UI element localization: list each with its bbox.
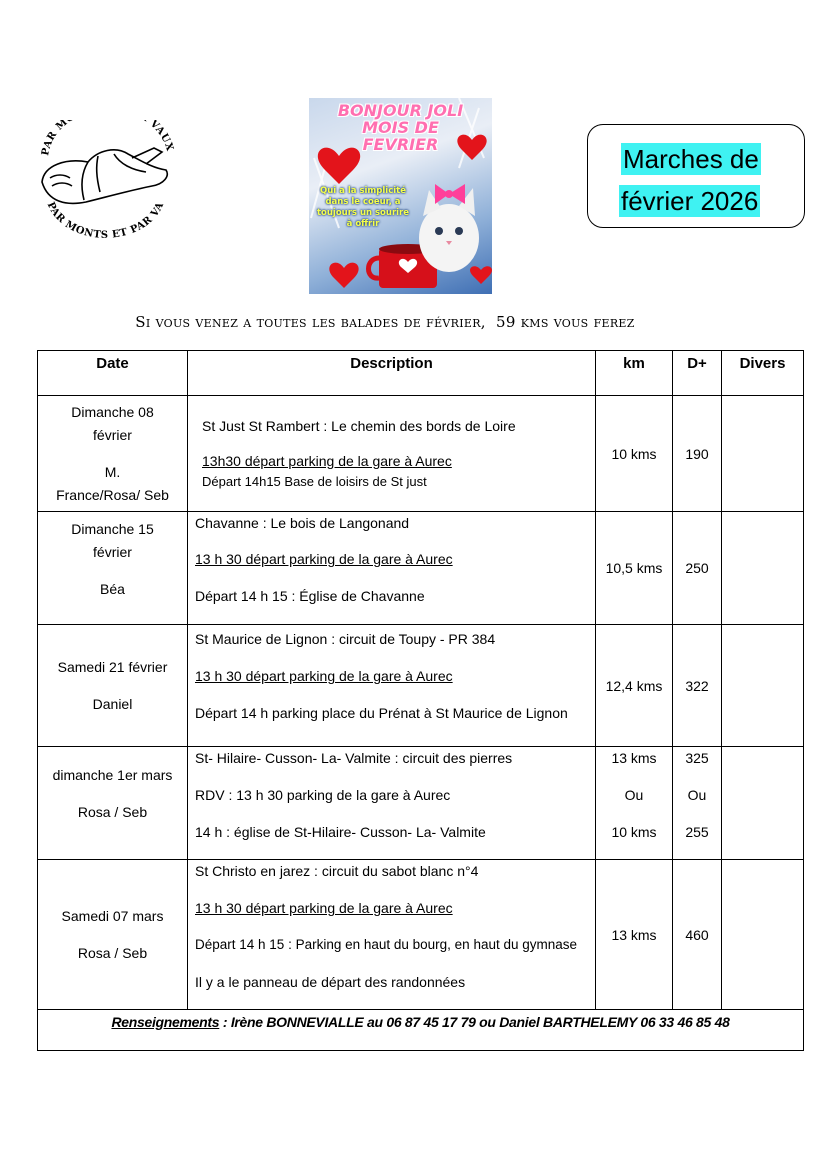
bow-icon — [435, 184, 465, 204]
description-cell: St Just St Rambert : Le chemin des bords de Loire 13h30 départ parking de la gare à Aurec Départ 14h15 Base de loisirs de St just — [188, 396, 596, 512]
divers-cell — [722, 625, 804, 747]
dplus-cell: 322 — [673, 625, 722, 747]
poster-title: BONJOUR JOLI MOIS DE FEVRIER — [337, 101, 464, 154]
table-row — [38, 860, 804, 1010]
contact-text: : Irène BONNEVIALLE au 06 87 45 17 79 ou Daniel BARTHELEMY 06 33 46 85 48 — [219, 1014, 730, 1030]
divers-cell — [722, 860, 804, 1010]
poster-quote: Qui a la simplicité dans le coeur, a toujours un sourire à offrir — [316, 186, 410, 229]
divers-cell — [722, 512, 804, 625]
logo-text-bottom: PAR MONTS ET PAR VA — [44, 200, 167, 241]
table-row — [38, 512, 804, 625]
table-footer-row — [38, 1010, 804, 1051]
km-cell: 10 kms — [596, 396, 673, 512]
walks-table — [37, 350, 804, 1051]
description-cell: Chavanne : Le bois de Langonand 13 h 30 départ parking de la gare à Aurec Départ 14 h 15 : Église de Chavanne — [188, 512, 596, 625]
header-date: Date — [38, 351, 188, 396]
header-dplus: D+ — [673, 351, 722, 396]
km-cell: 13 kms — [596, 860, 673, 1010]
dplus-cell: 190 — [673, 396, 722, 512]
divers-cell — [722, 747, 804, 860]
contact-label: Renseignements — [111, 1014, 220, 1030]
divers-cell — [722, 396, 804, 512]
km-cell: 12,4 kms — [596, 625, 673, 747]
date-cell: Samedi 21 février Daniel — [38, 625, 188, 747]
subtitle: Si vous venez a toutes les balades de février, 59 kms vous ferez — [135, 313, 635, 331]
km-cell: 13 kms Ou 10 kms — [596, 747, 673, 860]
title-line-2: février 2026 — [621, 186, 759, 216]
description-cell: St- Hilaire- Cusson- La- Valmite : circuit des pierres RDV : 13 h 30 parking de la gare à Aurec 14 h : église de St-Hilaire- Cusson- La- Valmite — [188, 747, 596, 860]
header-description: Description — [188, 351, 596, 396]
title-box — [587, 124, 805, 228]
dplus-cell: 250 — [673, 512, 722, 625]
cat-icon — [419, 184, 479, 272]
header-km: km — [596, 351, 673, 396]
logo-text-top: PAR M VAUX — [40, 120, 176, 157]
dplus-cell: 325 Ou 255 — [673, 747, 722, 860]
table-header-row — [38, 351, 804, 396]
date-cell: Dimanche 08 février M. France/Rosa/ Seb — [38, 396, 188, 512]
description-cell: St Christo en jarez : circuit du sabot blanc n°4 13 h 30 départ parking de la gare à Aurec Départ 14 h 15 : Parking en haut du bourg, en haut du gymnase Il y a le panneau de départ des randonnées — [188, 860, 596, 1010]
table-row — [38, 396, 804, 512]
title-line-1: Marches de — [623, 144, 759, 174]
header-divers: Divers — [722, 351, 804, 396]
description-cell: St Maurice de Lignon : circuit de Toupy - PR 384 13 h 30 départ parking de la gare à Aurec Départ 14 h parking place du Prénat à St Maurice de Lignon — [188, 625, 596, 747]
date-cell: Samedi 07 mars Rosa / Seb — [38, 860, 188, 1010]
km-cell: 10,5 kms — [596, 512, 673, 625]
date-cell: dimanche 1er mars Rosa / Seb — [38, 747, 188, 860]
club-logo — [36, 120, 176, 245]
shoe-icon — [42, 148, 167, 203]
date-cell: Dimanche 15 février Béa — [38, 512, 188, 625]
contact-info — [38, 1010, 804, 1051]
february-poster — [309, 98, 492, 294]
table-row — [38, 747, 804, 860]
table-row — [38, 625, 804, 747]
dplus-cell: 460 — [673, 860, 722, 1010]
